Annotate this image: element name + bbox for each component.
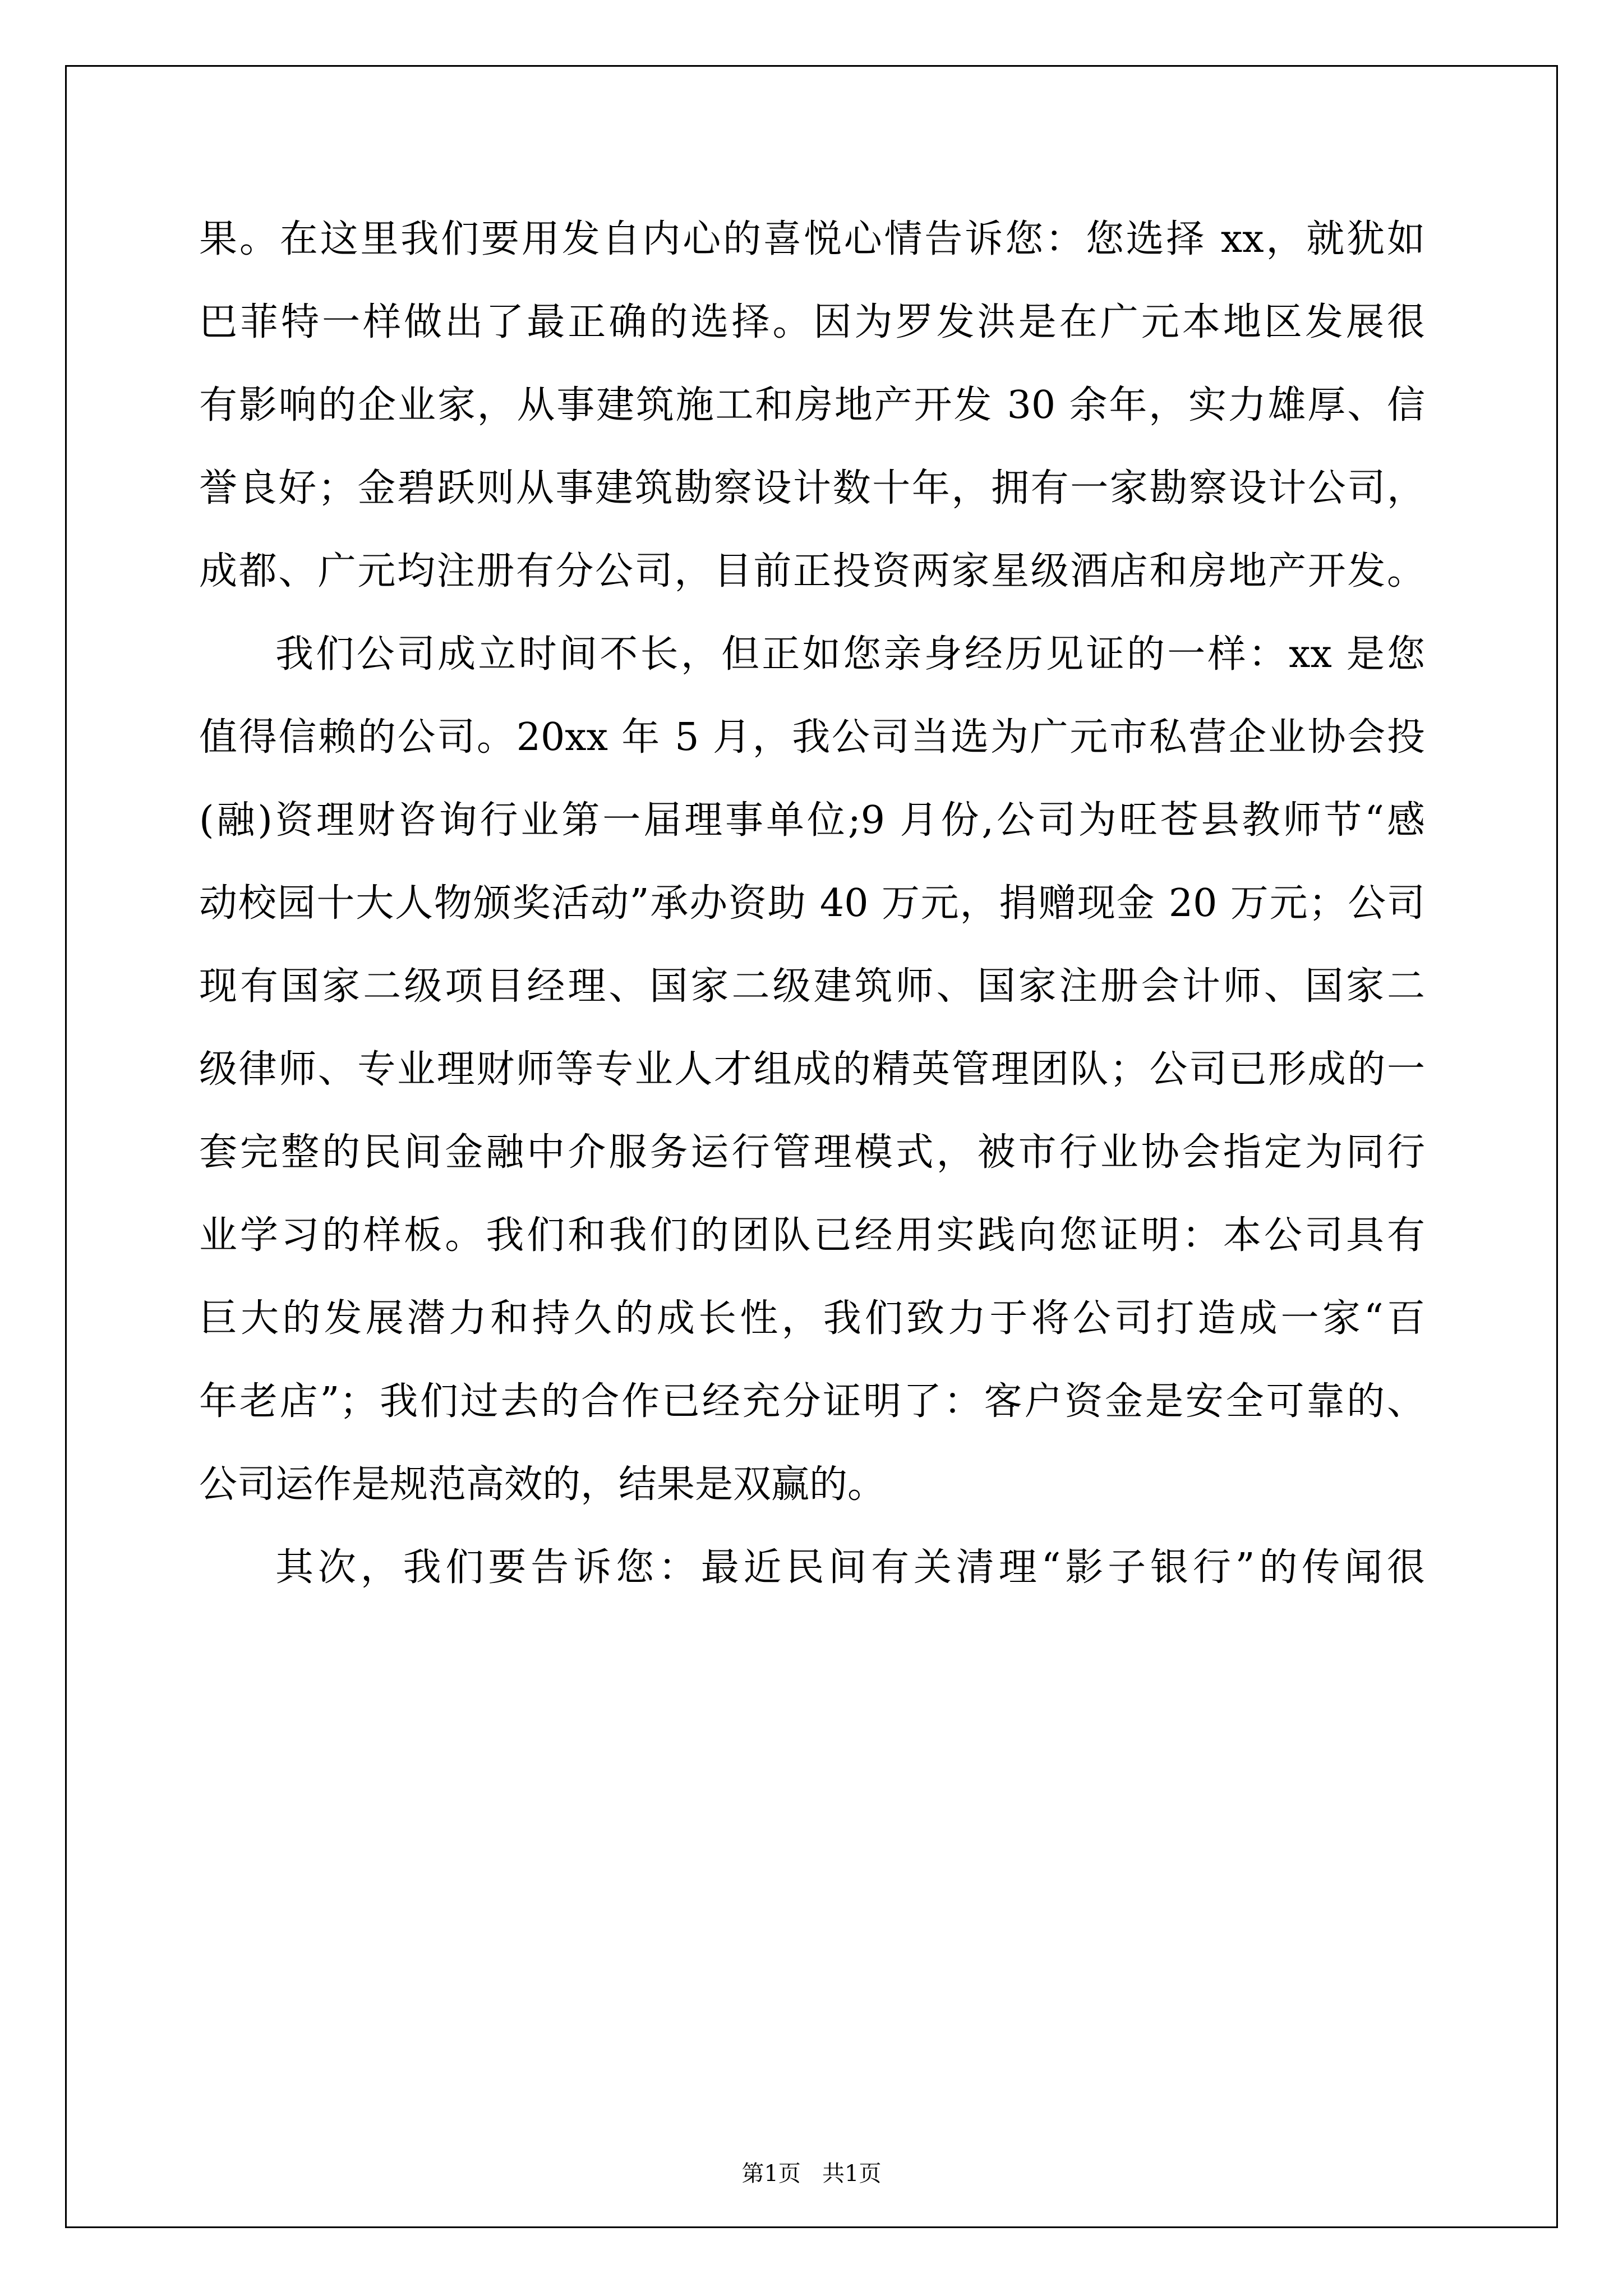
text-line: 公司运作是规范高效的，结果是双赢的。 (199, 1462, 886, 1507)
text-line: 果。在这里我们要用发自内心的喜悦心情告诉您：您选择 xx，就犹如 (199, 217, 1425, 261)
text-line: 现有国家二级项目经理、国家二级建筑师、国家注册会计师、国家二 (199, 964, 1425, 1009)
text-line: (融)资理财咨询行业第一届理事单位;9 月份,公司为旺苍县教师节“感 (199, 798, 1425, 843)
text-line: 套完整的民间金融中介服务运行管理模式，被市行业协会指定为同行 (199, 1130, 1425, 1175)
text-line: 誉良好；金碧跃则从事建筑勘察设计数十年，拥有一家勘察设计公司， (199, 466, 1425, 510)
text-line: 其次，我们要告诉您：最近民间有关清理“影子银行”的传闻很 (275, 1545, 1425, 1590)
text-line: 业学习的样板。我们和我们的团队已经用实践向您证明：本公司具有 (199, 1213, 1425, 1258)
text-line: 成都、广元均注册有分公司，目前正投资两家星级酒店和房地产开发。 (199, 549, 1425, 593)
text-line: 我们公司成立时间不长，但正如您亲身经历见证的一样：xx 是您 (275, 632, 1425, 677)
text-line: 值得信赖的公司。20xx 年 5 月，我公司当选为广元市私营企业协会投 (199, 715, 1425, 760)
text-line: 有影响的企业家，从事建筑施工和房地产开发 30 余年，实力雄厚、信 (199, 383, 1425, 427)
text-line: 级律师、专业理财师等专业人才组成的精英管理团队；公司已形成的一 (199, 1047, 1425, 1092)
text-line: 动校园十大人物颁奖活动”承办资助 40 万元，捐赠现金 20 万元；公司 (199, 881, 1425, 926)
page-footer: 第1页 共1页 (741, 2161, 882, 2187)
text-line: 年老店”；我们过去的合作已经充分证明了：客户资金是安全可靠的、 (199, 1379, 1425, 1424)
text-line: 巨大的发展潜力和持久的成长性，我们致力于将公司打造成一家“百 (199, 1296, 1425, 1341)
text-line: 巴菲特一样做出了最正确的选择。因为罗发洪是在广元本地区发展很 (199, 300, 1425, 344)
